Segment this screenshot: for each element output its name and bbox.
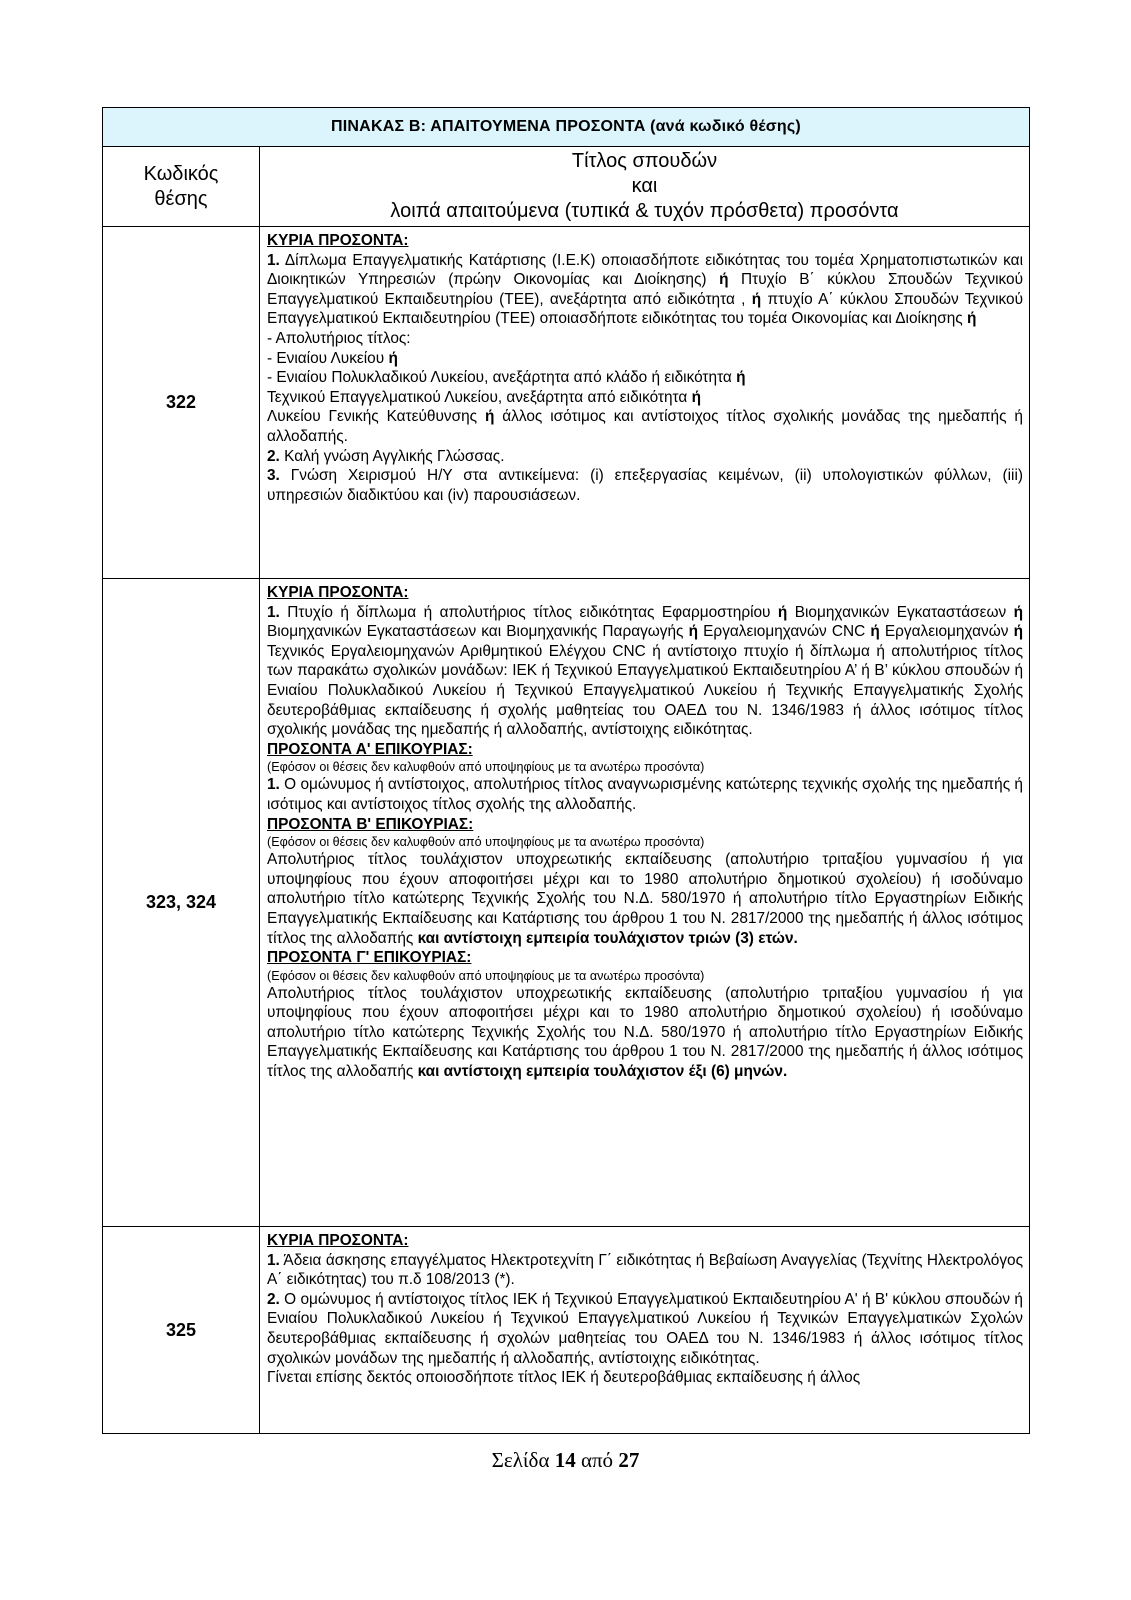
section-heading-a: ΠΡΟΣΟΝΤΑ Α' ΕΠΙΚΟΥΡΙΑΣ: bbox=[267, 740, 473, 758]
row-content-325 bbox=[260, 1227, 1029, 1433]
list-line-1: - Απολυτήριος τίτλος: bbox=[267, 329, 411, 347]
header-code-line1: Κωδικός bbox=[143, 162, 219, 185]
header-code-line2: θέσης bbox=[154, 187, 208, 210]
item-1: 1. Άδεια άσκησης επαγγέλματος Ηλεκτροτεχνίτη Γ΄ ειδικότητας ή Βεβαίωση Αναγγελίας (Τεχνίτης Ηλεκτρολόγος Α΄ ειδικότητας) του π.δ 108/2013 (*). bbox=[267, 1251, 1023, 1289]
of-word: από bbox=[580, 1448, 614, 1472]
note-c: (Εφόσον οι θέσεις δεν καλυφθούν από υποψηφίους με τα ανωτέρω προσόντα) bbox=[267, 968, 705, 983]
page-total: 27 bbox=[618, 1448, 640, 1472]
item-1: 1. Πτυχίο ή δίπλωμα ή απολυτήριος τίτλος ειδικότητας Εφαρμοστηρίου ή Βιομηχανικών Εγκαταστάσεων ή Βιομηχανικών Εγκαταστάσεων και Βιομηχανικής Παραγωγής ή Εργαλειομηχανών CNC ή Εργαλειομηχανών ή Τεχνικός Εργαλειομηχανών Αριθμητικού Ελέγχου CNC ή αντίστοιχο πτυχίο ή δίπλωμα ή απολυτήριος τίτλος των παρακάτω σχολικών μονάδων: ΙΕΚ ή Τεχνικού Επαγγελματικού Εκπαιδευτηρίου Α’ ή Β’ κύκλου σπουδών ή Ενιαίου Πολυκλαδικού Λυκείου ή Τεχνικού Επαγγελματικού Λυκείου ή Τεχνικής Επαγγελματικής Σχολής δευτεροβάθμιας εκπαίδευσης ή σχολής μαθητείας του ΟΑΕΔ του Ν. 1346/1983 ή άλλος ισότιμος τίτλος σχολικής μονάδας της ημεδαπής ή αλλοδαπής, αντίστοιχης ειδικότητας. bbox=[267, 603, 1023, 739]
header-title-line2: και bbox=[631, 175, 658, 197]
page-number: 14 bbox=[554, 1448, 576, 1472]
section-heading-main: ΚΥΡΙΑ ΠΡΟΣΟΝΤΑ: bbox=[267, 584, 409, 601]
header-title-cell bbox=[260, 147, 1029, 226]
list-line-4: Τεχνικού Επαγγελματικού Λυκείου, ανεξάρτητα από ειδικότητα ή bbox=[267, 388, 701, 406]
section-heading-c: ΠΡΟΣΟΝΤΑ Γ' ΕΠΙΚΟΥΡΙΑΣ: bbox=[267, 949, 472, 967]
header-title-line3: λοιπά απαιτούμενα (τυπικά & τυχόν πρόσθετα) προσόντα bbox=[390, 200, 899, 222]
list-line-2: - Ενιαίου Λυκείου ή bbox=[267, 349, 398, 367]
page-word: Σελίδα bbox=[491, 1448, 550, 1472]
text-b: Απολυτήριος τίτλος τουλάχιστον υποχρεωτικής εκπαίδευσης (απολυτήριο τριταξίου γυμνασίου ή για υποψηφίους που έχουν αποφοιτήσει μέχρι και το 1980 απολυτήριο δημοτικού σχολείου) ή ισοδύναμο απολυτήριο τίτλο κατώτερης Τεχνικής Σχολής του Ν.Δ. 580/1970 ή απολυτήριο τίτλο Εργαστηρίων Ειδικής Επαγγελματικής Εκπαίδευσης και Κατάρτισης του άρθρου 1 του Ν. 2817/2000 της ημεδαπής ή άλλος ισότιμος τίτλος της αλλοδαπής και αντίστοιχη εμπειρία τουλάχιστον τριών (3) ετών. bbox=[267, 851, 1023, 947]
item-3: Γίνεται επίσης δεκτός οποιοσδήποτε τίτλος ΙΕΚ ή δευτεροβάθμιας εκπαίδευσης ή άλλος bbox=[267, 1369, 861, 1387]
item-2: 2. Καλή γνώση Αγγλικής Γλώσσας. bbox=[267, 447, 505, 465]
note-a: (Εφόσον οι θέσεις δεν καλυφθούν από υποψηφίους με τα ανωτέρω προσόντα) bbox=[267, 760, 705, 775]
page-footer bbox=[0, 1448, 1131, 1473]
table-row-325 bbox=[103, 1227, 1029, 1433]
section-heading-main: ΚΥΡΙΑ ΠΡΟΣΟΝΤΑ: bbox=[267, 1232, 409, 1249]
table-title: ΠΙΝΑΚΑΣ Β: ΑΠΑΙΤΟΥΜΕΝΑ ΠΡΟΣΟΝΤΑ (ανά κωδικό θέσης) bbox=[103, 108, 1029, 147]
list-line-5: Λυκείου Γενικής Κατεύθυνσης ή άλλος ισότιμος και αντίστοιχος τίτλος σχολικής μονάδας της ημεδαπής ή αλλοδαπής. bbox=[267, 408, 1023, 445]
section-heading-main: ΚΥΡΙΑ ΠΡΟΣΟΝΤΑ: bbox=[267, 232, 409, 249]
list-line-3: - Ενιαίου Πολυκλαδικού Λυκείου, ανεξάρτητα από κλάδο ή ειδικότητα ή bbox=[267, 369, 746, 387]
row-code-325: 325 bbox=[103, 1227, 260, 1433]
table-row-322 bbox=[103, 227, 1029, 579]
row-code-323-324: 323, 324 bbox=[103, 579, 260, 1226]
header-title-line1: Τίτλος σπουδών bbox=[571, 150, 718, 172]
table-row-323-324 bbox=[103, 579, 1029, 1227]
section-heading-b: ΠΡΟΣΟΝΤΑ Β' ΕΠΙΚΟΥΡΙΑΣ: bbox=[267, 815, 474, 833]
item-2: 2. Ο ομώνυμος ή αντίστοιχος τίτλος ΙΕΚ ή Τεχνικού Επαγγελματικού Εκπαιδευτηρίου Α' ή Β' κύκλου σπουδών ή Ενιαίου Πολυκλαδικού Λυκείου ή Τεχνικού Επαγγελματικού Λυκείου ή Τεχνικών Επαγγελματικών Σχολών δευτεροβάθμιας εκπαίδευσης ή σχολών μαθητείας του ΟΑΕΔ του Ν. 1346/1983 ή άλλος ισότιμος τίτλος σχολικών μονάδων της ημεδαπής ή αλλοδαπής, αντίστοιχης ειδικότητας. bbox=[267, 1290, 1023, 1367]
text-c: Απολυτήριος τίτλος τουλάχιστον υποχρεωτικής εκπαίδευσης (απολυτήριο τριταξίου γυμνασίου ή για υποψηφίους που έχουν αποφοιτήσει μέχρι και το 1980 απολυτήριο δημοτικού σχολείου) ή ισοδύναμο απολυτήριο τίτλο κατώτερης Τεχνικής Σχολής του Ν.Δ. 580/1970 ή απολυτήριο τίτλο Εργαστηρίων Ειδικής Επαγγελματικής Εκπαίδευσης και Κατάρτισης του άρθρου 1 του Ν. 2817/2000 της ημεδαπής ή άλλος ισότιμος τίτλος της αλλοδαπής και αντίστοιχη εμπειρία τουλάχιστον έξι (6) μηνών. bbox=[267, 984, 1023, 1081]
header-row bbox=[103, 147, 1029, 227]
item-a1: 1. Ο ομώνυμος ή αντίστοιχος, απολυτήριος τίτλος αναγνωρισμένης κατώτερης τεχνικής σχολής της ημεδαπής ή ισότιμος και αντίστοιχος τίτλος σχολής της αλλοδαπής. bbox=[267, 776, 1023, 813]
note-b: (Εφόσον οι θέσεις δεν καλυφθούν από υποψηφίους με τα ανωτέρω προσόντα) bbox=[267, 835, 705, 850]
row-content-323-324 bbox=[260, 579, 1029, 1226]
item-1: 1. Δίπλωμα Επαγγελματικής Κατάρτισης (Ι.Ε.Κ) οποιασδήποτε ειδικότητας του τομέα Χρηματοπιστωτικών και Διοικητικών Υπηρεσιών (πρώην Οικονομίας και Διοίκησης) ή Πτυχίο Β΄ κύκλου Σπουδών Τεχνικού Επαγγελματικού Εκπαιδευτηρίου (ΤΕΕ), ανεξάρτητα από ειδικότητα , ή πτυχίο Α΄ κύκλου Σπουδών Τεχνικού Επαγγελματικού Εκπαιδευτηρίου (ΤΕΕ) οποιασδήποτε ειδικότητας του τομέα Οικονομίας και Διοίκησης ή bbox=[267, 251, 1024, 328]
requirements-table bbox=[102, 107, 1030, 1434]
header-code-cell bbox=[103, 147, 260, 226]
row-code-322: 322 bbox=[103, 227, 260, 578]
item-3: 3. Γνώση Χειρισμού Η/Υ στα αντικείμενα: (i) επεξεργασίας κειμένων, (ii) υπολογιστικών φύλλων, (iii) υπηρεσιών διαδικτύου και (iv) παρουσιάσεων. bbox=[267, 467, 1023, 504]
row-content-322 bbox=[260, 227, 1029, 578]
